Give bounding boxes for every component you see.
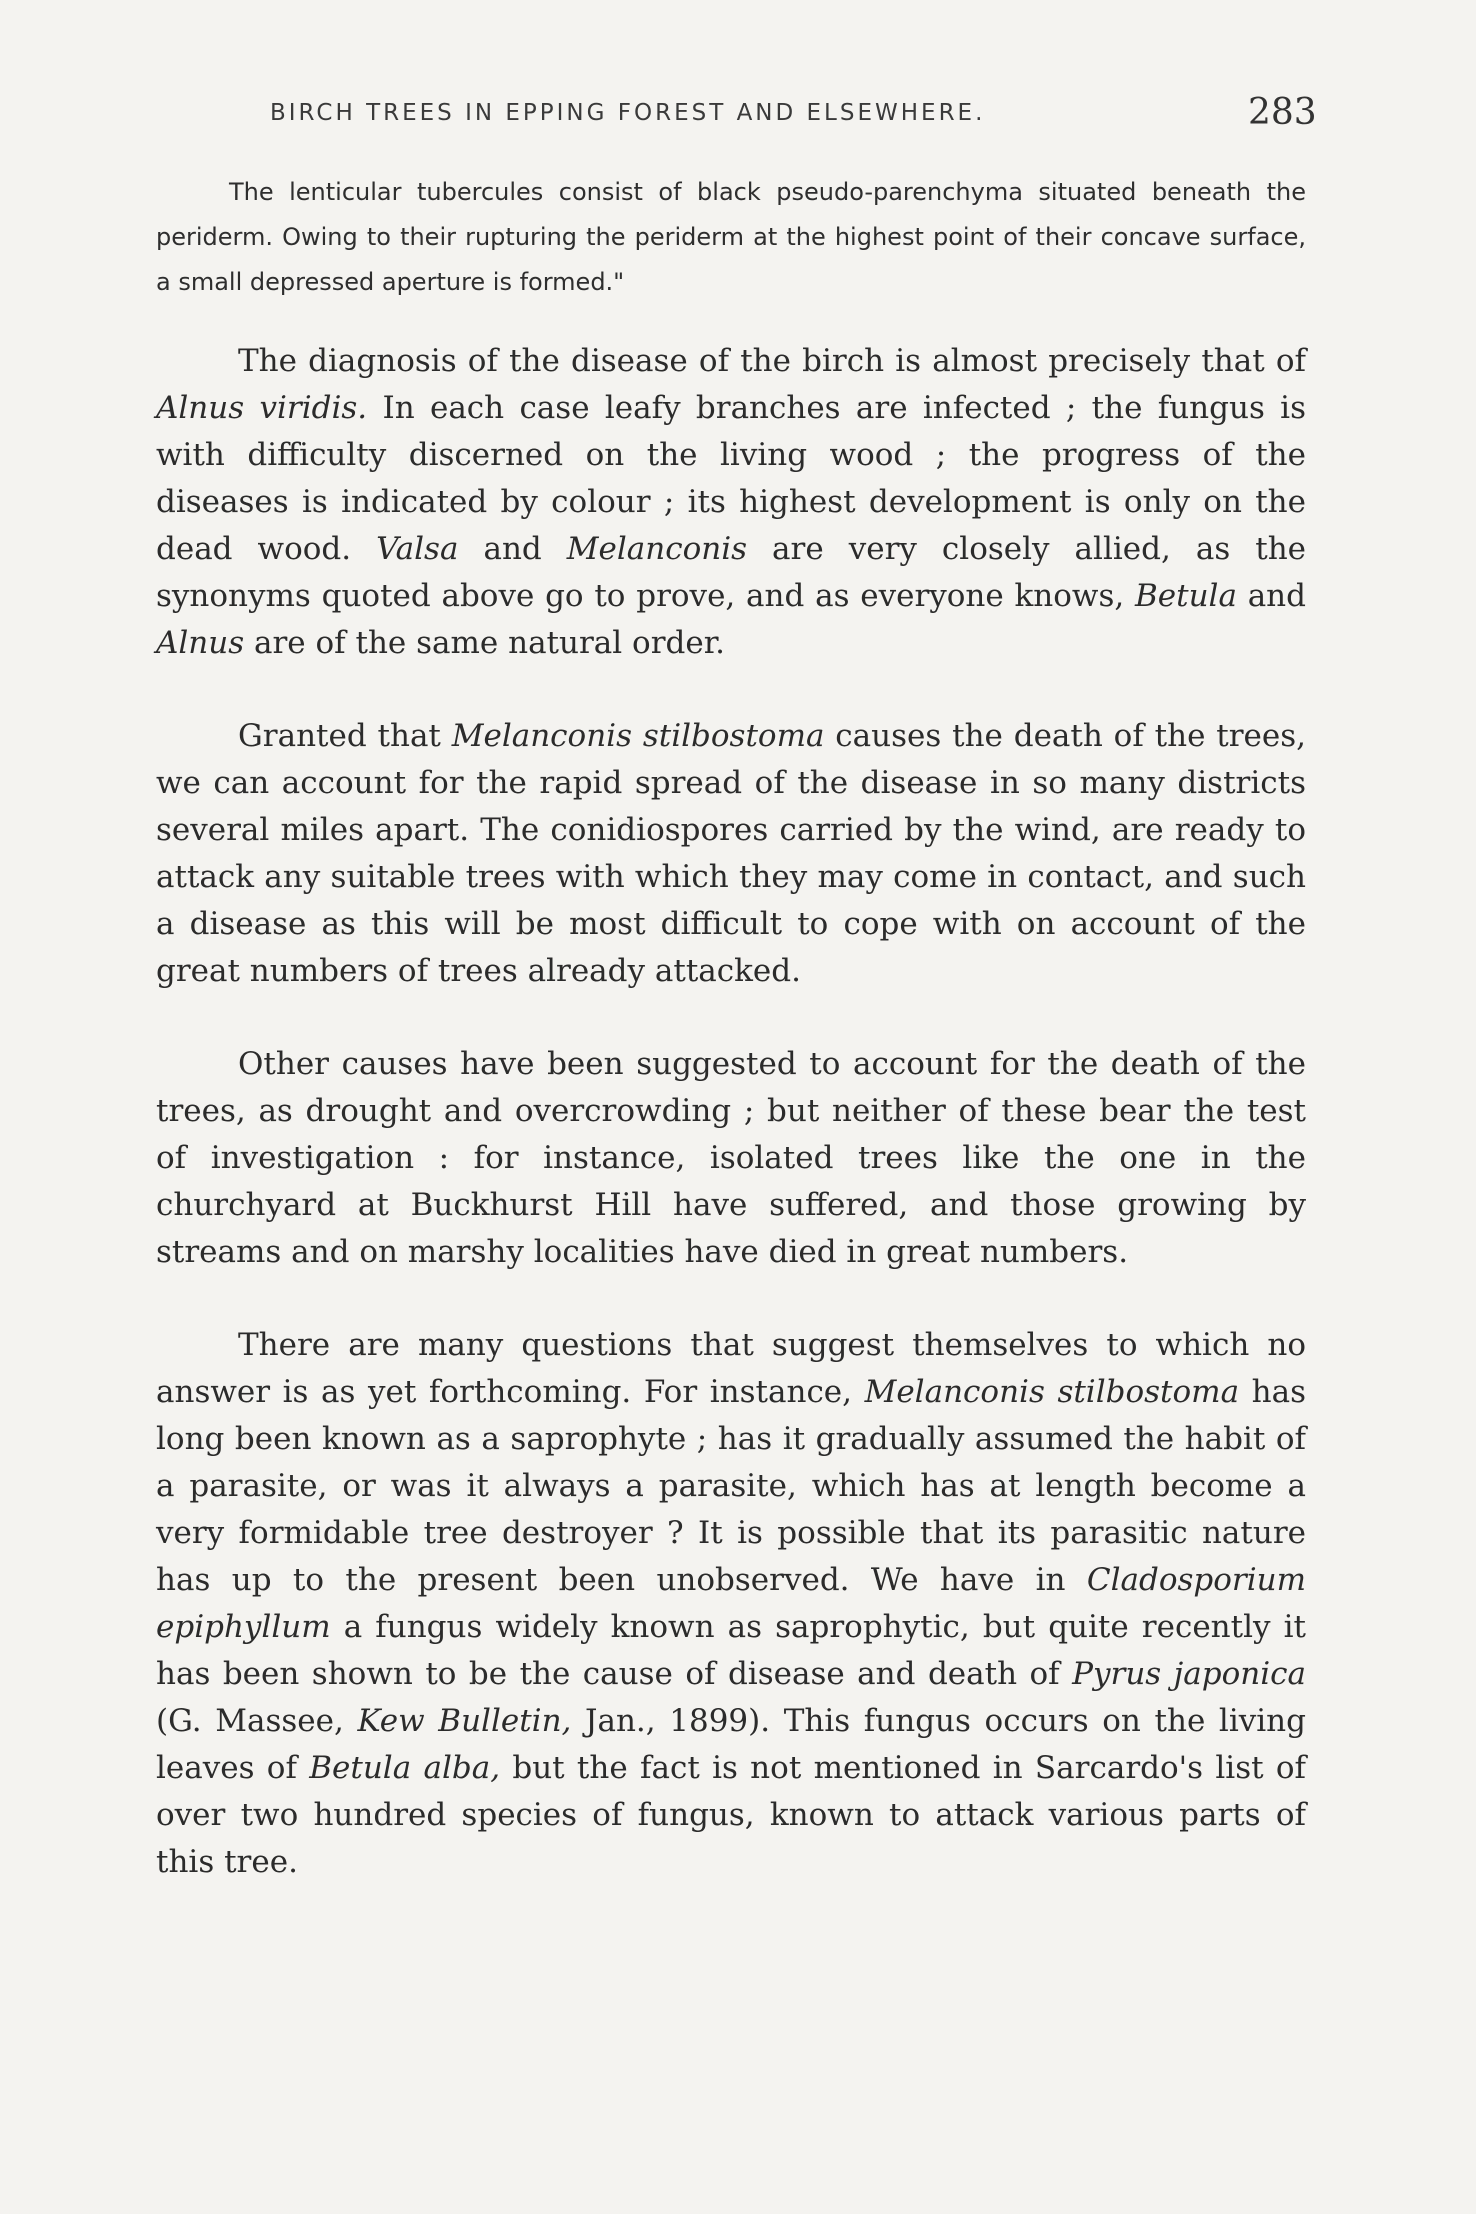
paragraph-other-causes bbox=[156, 1041, 1306, 1276]
page-number: 283 bbox=[1248, 92, 1317, 133]
italic-run: Melanconis bbox=[566, 531, 748, 567]
italic-run: Melanconis stilbostoma bbox=[451, 718, 825, 754]
text-run: The diagnosis of the disease of the birch is almost precisely that of bbox=[238, 343, 1306, 379]
text-run: but the fact is not mentioned in Sarcardo's list of over two hundred species of fungus, known to attack various parts of this tree. bbox=[156, 1750, 1306, 1880]
italic-run: Kew Bulletin, bbox=[357, 1703, 572, 1739]
italic-run: Betula bbox=[1134, 578, 1237, 614]
italic-run: Alnus bbox=[156, 625, 245, 661]
italic-run: Alnus viridis. bbox=[156, 390, 368, 426]
body-text bbox=[156, 338, 1306, 1932]
text-run: causes the death of the trees, we can account for the rapid spread of the disease in so many districts several miles apart. The conidiospores carried by the wind, are ready to attack any suitable trees with which they may come in contact, and such a disease as this will be most difficult to cope with on account of the great numbers of trees already attacked. bbox=[156, 718, 1306, 989]
text-run: are of the same natural order. bbox=[244, 625, 725, 661]
paragraph-spread bbox=[156, 713, 1306, 995]
page-header bbox=[0, 92, 1476, 142]
text-run: a fungus widely known as saprophytic, but quite recently it has been shown to be the cause of disease and death of bbox=[156, 1609, 1306, 1692]
text-run: There are many questions that suggest themselves to which no answer is as yet forthcoming. For instance, bbox=[156, 1327, 1306, 1410]
text-run: Granted that bbox=[238, 718, 452, 754]
italic-run: Cladosporium epiphyllum bbox=[156, 1562, 1306, 1645]
text-run: (G. Massee, bbox=[156, 1703, 358, 1739]
quoted-passage bbox=[156, 170, 1306, 305]
running-head: BIRCH TREES IN EPPING FOREST AND ELSEWHERE. bbox=[270, 100, 986, 126]
italic-run: Pyrus japonica bbox=[1072, 1656, 1306, 1692]
text-run: are very closely allied, as the synonyms quoted above go to prove, and as everyone knows, bbox=[156, 531, 1307, 614]
paragraph-diagnosis bbox=[156, 338, 1306, 667]
text-run: Other causes have been suggested to account for the death of the trees, as drought and overcrowding ; but neither of these bear the test of investigation : for instance, isolated trees like the one in the churchyard at Buckhurst Hill have suffered, and those growing by streams and on marshy localities have died in great numbers. bbox=[156, 1046, 1306, 1270]
italic-run: Betula alba, bbox=[309, 1750, 501, 1786]
quote-text: The lenticular tubercules consist of black pseudo-parenchyma situated beneath the periderm. Owing to their rupturing the periderm at the highest point of their concave surface, a small depressed aperture is formed." bbox=[156, 178, 1306, 296]
paragraph-questions bbox=[156, 1322, 1306, 1886]
text-run: Jan., 1899). This fungus occurs on the living leaves of bbox=[156, 1703, 1306, 1786]
italic-run: Melanconis stilbostoma bbox=[864, 1374, 1240, 1410]
italic-run: Valsa bbox=[376, 531, 459, 567]
text-run: has long been known as a saprophyte ; has it gradually assumed the habit of a parasite, or was it always a parasite, which has at length become a very formidable tree destroyer ? It is possible that its parasitic nature has up to the present been unobserved. We have in bbox=[156, 1374, 1306, 1598]
text-run: and bbox=[1236, 578, 1306, 614]
text-run: In each case leafy branches are infected ; the fungus is with difficulty discerned on the living wood ; the progress of the diseases is indicated by colour ; its highest development is only on the dead wood. bbox=[156, 390, 1306, 567]
text-run: and bbox=[458, 531, 567, 567]
